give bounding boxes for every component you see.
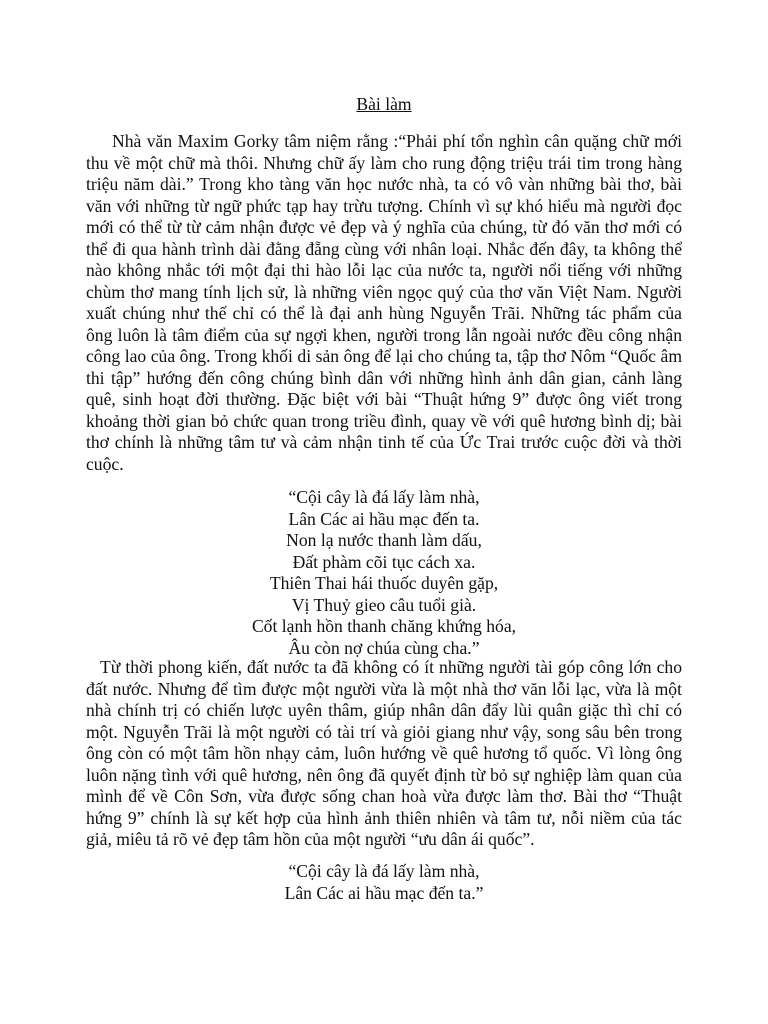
paragraph-intro: Nhà văn Maxim Gorky tâm niệm rằng :“Phải phí tổn nghìn cân quặng chữ mới thu về một chữ mà thôi. Nhưng chữ ấy làm cho rung động triệu trái tim trong hàng triệu năm dài.” Trong kho tàng văn học nước nhà, ta có vô vàn những bài thơ, bài văn với những từ ngữ phức tạp hay trừu tượng. Chính vì sự khó hiểu mà người đọc mới có thể từ từ cảm nhận được vẻ đẹp và ý nghĩa của chúng, từ đó văn thơ mới có thể đi qua hành trình dài đằng đẵng cùng với nhân loại. Nhắc đến đây, ta không thể nào không nhắc tới một đại thi hào lỗi lạc của nước ta, người nổi tiếng với những chùm thơ mang tính lịch sử, là những viên ngọc quý của thơ văn Việt Nam. Người xuất chúng như thế chỉ có thể là đại anh hùng Nguyễn Trãi. Những tác phẩm của ông luôn là tâm điểm của sự ngợi khen, người trong lẫn ngoài nước đều công nhận công lao của ông. Trong khối di sản ông để lại cho chúng ta, tập thơ Nôm “Quốc âm thi tập” hướng đến công chúng bình dân với những hình ảnh dân gian, cảnh làng quê, sinh hoạt đời thường. Đặc biệt với bài “Thuật hứng 9” được ông viết trong khoảng thời gian bỏ chức quan trong triều đình, quay về với quê hương bình dị; bài thơ chính là những tâm tư và cảm nhận tinh tế của Ức Trai trước cuộc đời và thời cuộc. (86, 131, 682, 474)
poem-line: Cốt lạnh hồn thanh chăng khứng hóa, (251, 616, 517, 636)
poem-line: Lân Các ai hầu mạc đến ta.” (284, 882, 484, 903)
essay-title: Bài làm (356, 94, 412, 114)
poem-line: “Cội cây là đá lấy làm nhà, (288, 487, 480, 507)
paragraph-body: Từ thời phong kiến, đất nước ta đã không có ít những người tài góp công lớn cho đất nước. Nhưng để tìm được một người vừa là một nhà thơ văn lỗi lạc, vừa là một nhà chính trị có chiến lược uyên thâm, giúp nhân dân đẩy lùi quân giặc thì chỉ có một. Nguyễn Trãi là một người có tài trí và giỏi giang như vậy, song sâu bên trong ông còn có một tâm hồn nhạy cảm, luôn hướng về quê hương tổ quốc. Vì lòng ông luôn nặng tình với quê hương, nên ông đã quyết định từ bỏ sự nghiệp làm quan của mình để về Côn Sơn, vừa được sống chan hoà vừa được làm thơ. Bài thơ “Thuật hứng 9” chính là sự kết hợp của hình ảnh thiên nhiên và tâm tư, nỗi niềm của tác giả, miêu tả rõ vẻ đẹp tâm hồn của một người “ưu dân ái quốc”. (86, 657, 682, 849)
poem-line: Lân Các ai hầu mạc đến ta. (288, 508, 480, 529)
poem-line: Thiên Thai hái thuốc duyên gặp, (269, 573, 499, 593)
poem-line: “Cội cây là đá lấy làm nhà, (288, 861, 480, 881)
poem-line: Non lạ nước thanh làm dấu, (286, 530, 482, 550)
poem-line: Đất phàm cõi tục cách xa. (292, 551, 476, 572)
poem-line: Vị Thuỷ gieo câu tuổi già. (291, 594, 477, 615)
poem-line: Âu còn nợ chúa cùng cha.” (288, 637, 480, 658)
poem-quote-excerpt (86, 861, 682, 904)
poem-quote-full (86, 487, 682, 659)
